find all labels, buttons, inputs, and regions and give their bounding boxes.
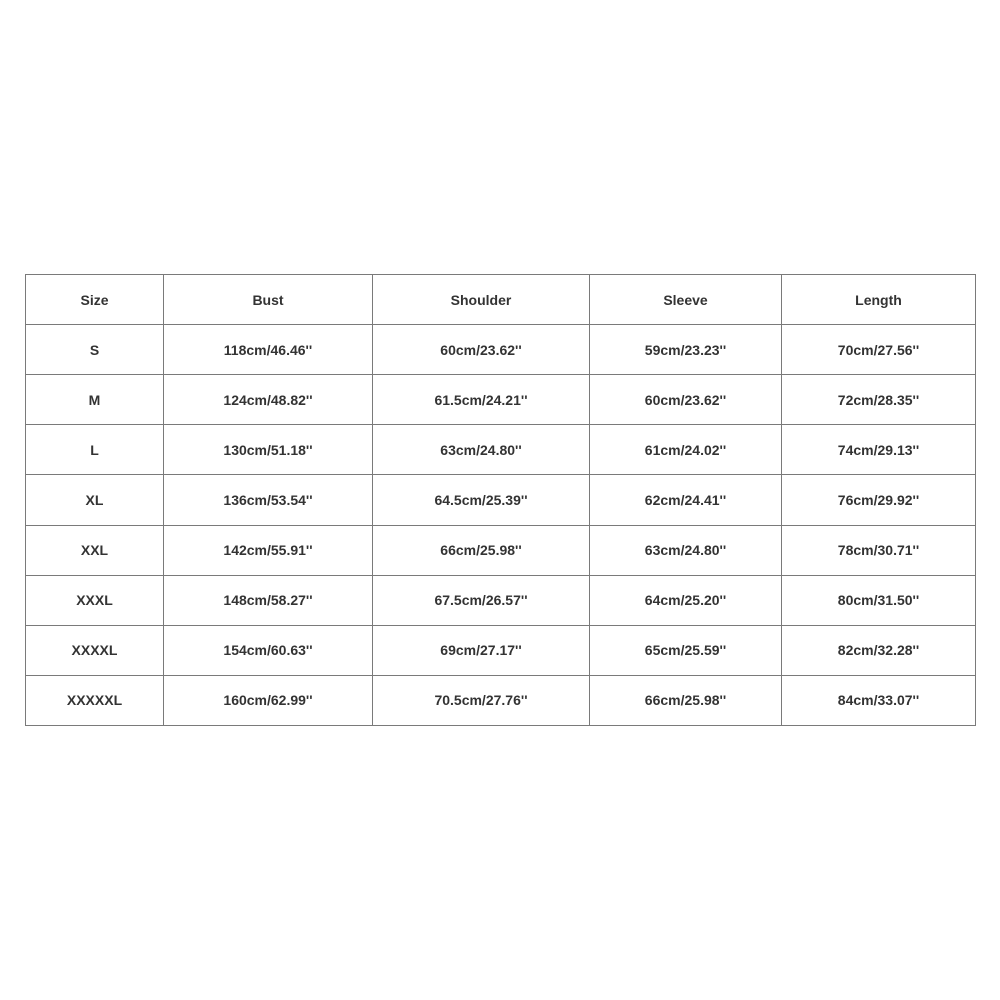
cell-shoulder: 70.5cm/27.76'' bbox=[373, 675, 590, 725]
header-bust: Bust bbox=[164, 275, 373, 325]
cell-shoulder: 61.5cm/24.21'' bbox=[373, 375, 590, 425]
cell-shoulder: 64.5cm/25.39'' bbox=[373, 475, 590, 525]
cell-size: XXXL bbox=[26, 575, 164, 625]
cell-size: M bbox=[26, 375, 164, 425]
cell-shoulder: 63cm/24.80'' bbox=[373, 425, 590, 475]
cell-sleeve: 62cm/24.41'' bbox=[590, 475, 782, 525]
table-header-row bbox=[26, 275, 976, 325]
cell-bust: 118cm/46.46'' bbox=[164, 325, 373, 375]
cell-sleeve: 66cm/25.98'' bbox=[590, 675, 782, 725]
cell-shoulder: 69cm/27.17'' bbox=[373, 625, 590, 675]
cell-size: XXL bbox=[26, 525, 164, 575]
cell-shoulder: 67.5cm/26.57'' bbox=[373, 575, 590, 625]
cell-length: 70cm/27.56'' bbox=[782, 325, 976, 375]
cell-sleeve: 61cm/24.02'' bbox=[590, 425, 782, 475]
table-row bbox=[26, 625, 976, 675]
cell-sleeve: 65cm/25.59'' bbox=[590, 625, 782, 675]
table-row bbox=[26, 425, 976, 475]
cell-size: XXXXL bbox=[26, 625, 164, 675]
cell-size: XL bbox=[26, 475, 164, 525]
cell-length: 80cm/31.50'' bbox=[782, 575, 976, 625]
table-row bbox=[26, 475, 976, 525]
cell-length: 72cm/28.35'' bbox=[782, 375, 976, 425]
size-chart-table bbox=[25, 274, 976, 726]
cell-length: 76cm/29.92'' bbox=[782, 475, 976, 525]
cell-bust: 124cm/48.82'' bbox=[164, 375, 373, 425]
cell-length: 84cm/33.07'' bbox=[782, 675, 976, 725]
header-length: Length bbox=[782, 275, 976, 325]
cell-size: S bbox=[26, 325, 164, 375]
cell-sleeve: 63cm/24.80'' bbox=[590, 525, 782, 575]
cell-size: L bbox=[26, 425, 164, 475]
cell-shoulder: 66cm/25.98'' bbox=[373, 525, 590, 575]
table-row bbox=[26, 525, 976, 575]
table-row bbox=[26, 675, 976, 725]
cell-bust: 160cm/62.99'' bbox=[164, 675, 373, 725]
cell-bust: 136cm/53.54'' bbox=[164, 475, 373, 525]
cell-bust: 130cm/51.18'' bbox=[164, 425, 373, 475]
header-size: Size bbox=[26, 275, 164, 325]
cell-size: XXXXXL bbox=[26, 675, 164, 725]
cell-length: 82cm/32.28'' bbox=[782, 625, 976, 675]
cell-bust: 148cm/58.27'' bbox=[164, 575, 373, 625]
table-row bbox=[26, 575, 976, 625]
cell-sleeve: 64cm/25.20'' bbox=[590, 575, 782, 625]
cell-length: 78cm/30.71'' bbox=[782, 525, 976, 575]
cell-shoulder: 60cm/23.62'' bbox=[373, 325, 590, 375]
header-sleeve: Sleeve bbox=[590, 275, 782, 325]
cell-sleeve: 60cm/23.62'' bbox=[590, 375, 782, 425]
cell-sleeve: 59cm/23.23'' bbox=[590, 325, 782, 375]
table-row bbox=[26, 325, 976, 375]
cell-bust: 142cm/55.91'' bbox=[164, 525, 373, 575]
cell-bust: 154cm/60.63'' bbox=[164, 625, 373, 675]
header-shoulder: Shoulder bbox=[373, 275, 590, 325]
table-row bbox=[26, 375, 976, 425]
cell-length: 74cm/29.13'' bbox=[782, 425, 976, 475]
